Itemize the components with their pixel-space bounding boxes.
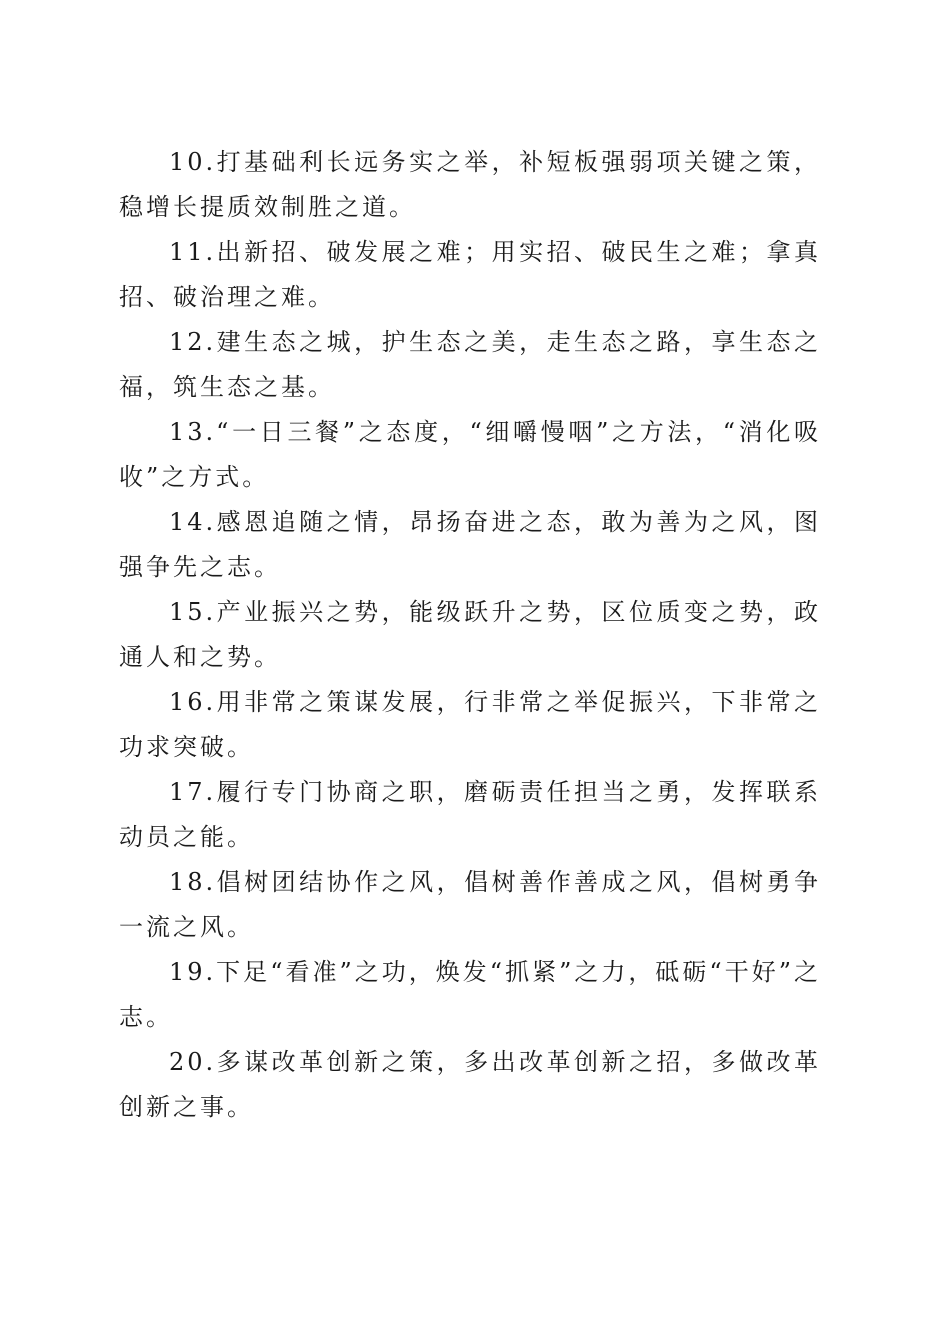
document-body <box>119 140 821 1130</box>
paragraph-18: 18.倡树团结协作之风，倡树善作善成之风，倡树勇争一流之风。 <box>119 868 821 941</box>
paragraph-13: 13.“一日三餐”之态度，“细嚼慢咽”之方法，“消化吸收”之方式。 <box>119 418 821 491</box>
paragraph-15: 15.产业振兴之势，能级跃升之势，区位质变之势，政通人和之势。 <box>119 598 821 671</box>
paragraph-10: 10.打基础利长远务实之举，补短板强弱项关键之策，稳增长提质效制胜之道。 <box>119 148 821 221</box>
paragraph-19: 19.下足“看准”之功，焕发“抓紧”之力，砥砺“干好”之志。 <box>119 958 821 1031</box>
paragraph-12: 12.建生态之城，护生态之美，走生态之路，享生态之福，筑生态之基。 <box>119 328 821 401</box>
paragraph-11: 11.出新招、破发展之难；用实招、破民生之难；拿真招、破治理之难。 <box>119 238 821 311</box>
paragraph-16: 16.用非常之策谋发展，行非常之举促振兴，下非常之功求突破。 <box>119 688 821 761</box>
paragraph-14: 14.感恩追随之情，昂扬奋进之态，敢为善为之风，图强争先之志。 <box>119 508 821 581</box>
paragraph-20: 20.多谋改革创新之策，多出改革创新之招，多做改革创新之事。 <box>119 1048 821 1121</box>
paragraph-17: 17.履行专门协商之职，磨砺责任担当之勇，发挥联系动员之能。 <box>119 778 821 851</box>
